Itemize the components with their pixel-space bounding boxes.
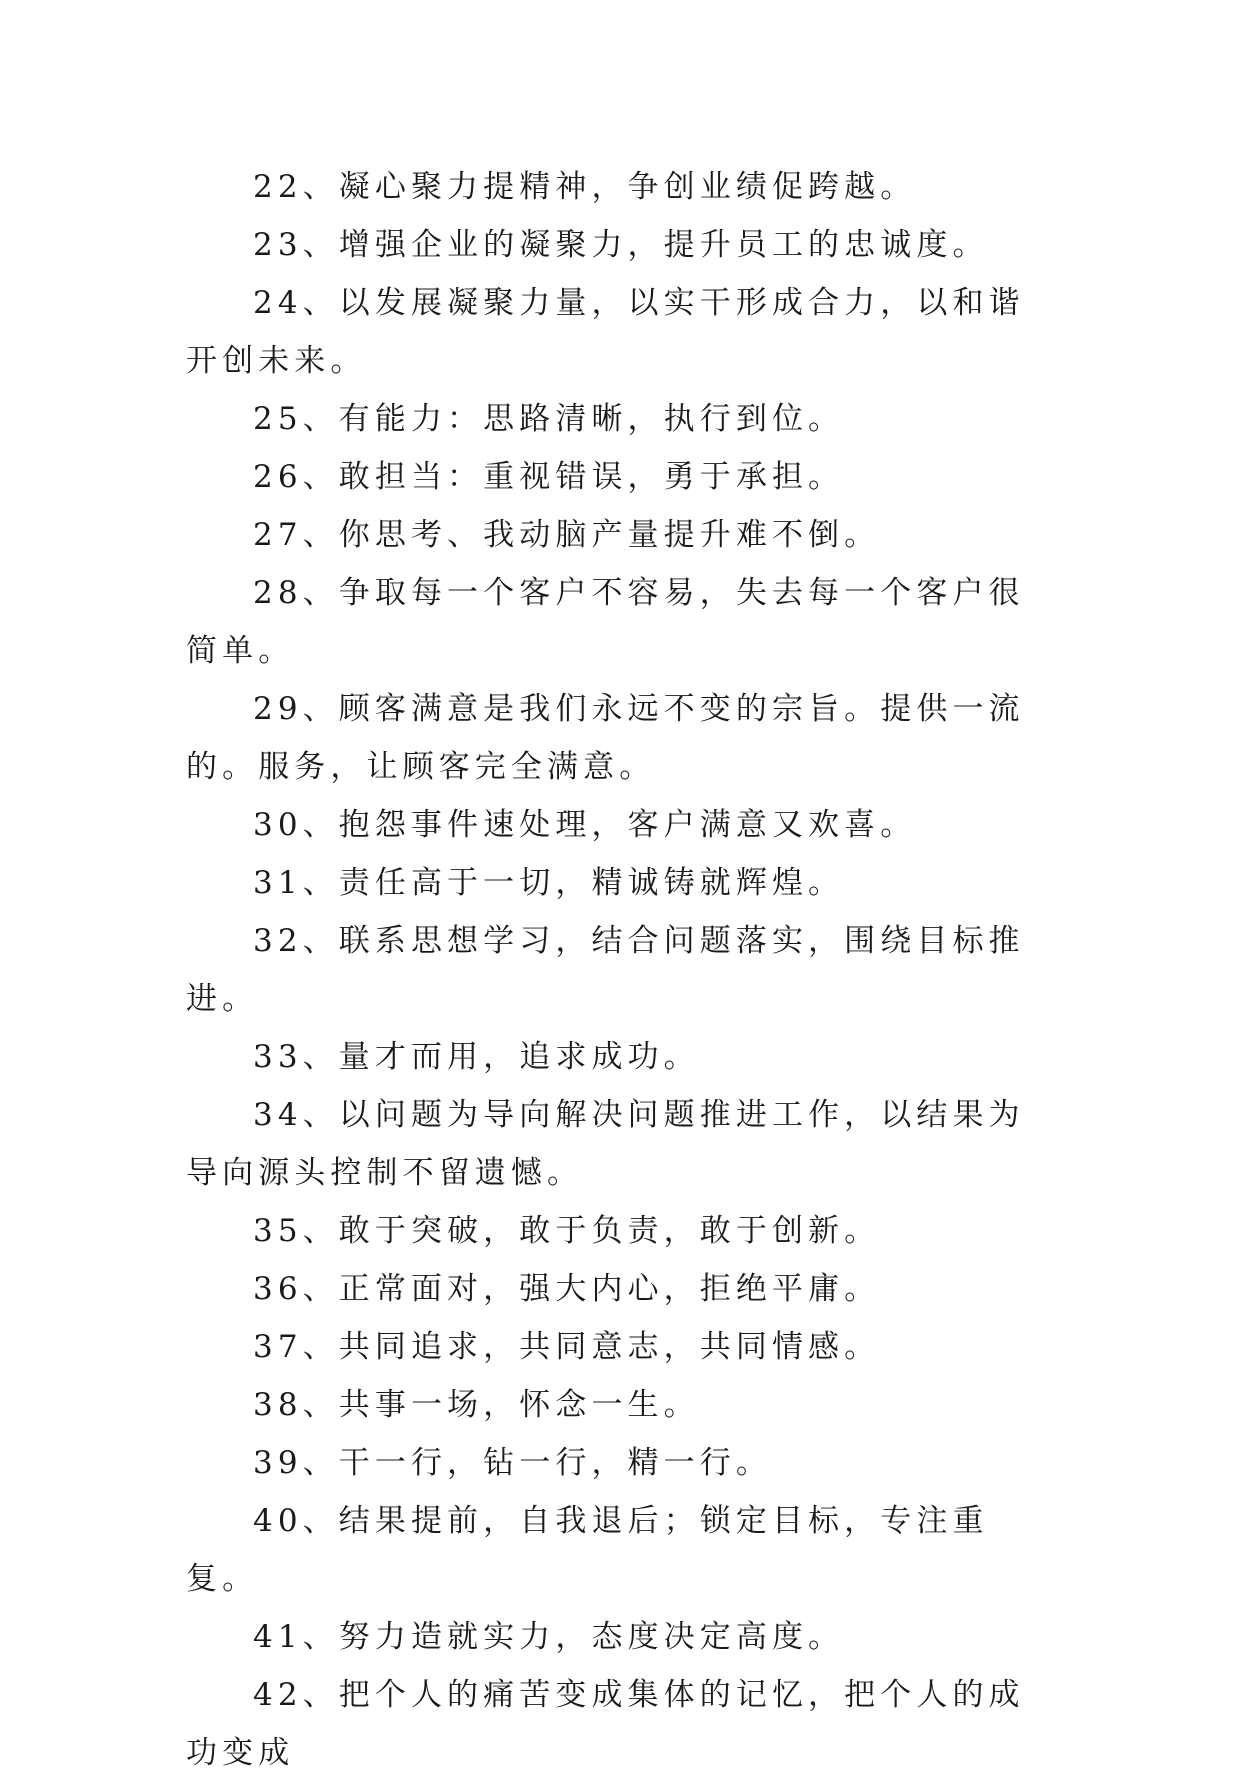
- paragraph-28: 28、争取每一个客户不容易，失去每一个客户很简单。: [186, 575, 1025, 669]
- paragraph-34: 34、以问题为导向解决问题推进工作，以结果为导向源头控制不留遗憾。: [186, 1097, 1025, 1191]
- paragraph-26: 26、敢担当：重视错误，勇于承担。: [253, 459, 845, 495]
- paragraph-24: 24、以发展凝聚力量，以实干形成合力，以和谐开创未来。: [186, 285, 1025, 379]
- paragraph-37: 37、共同追求，共同意志，共同情感。: [253, 1329, 881, 1365]
- paragraph-25: 25、有能力：思路清晰，执行到位。: [253, 401, 845, 437]
- paragraph-38: 38、共事一场，怀念一生。: [253, 1387, 700, 1423]
- paragraph-31: 31、责任高于一切，精诚铸就辉煌。: [253, 865, 845, 901]
- paragraph-23: 23、增强企业的凝聚力，提升员工的忠诚度。: [253, 227, 989, 263]
- document-body: [186, 158, 1056, 1782]
- paragraph-27: 27、你思考、我动脑产量提升难不倒。: [253, 517, 881, 553]
- paragraph-29: 29、顾客满意是我们永远不变的宗旨。提供一流的。服务，让顾客完全满意。: [186, 691, 1025, 785]
- paragraph-33: 33、量才而用，追求成功。: [253, 1039, 700, 1075]
- paragraph-39: 39、干一行，钻一行，精一行。: [253, 1445, 772, 1481]
- paragraph-42: 42、把个人的痛苦变成集体的记忆，把个人的成功变成: [186, 1677, 1025, 1771]
- paragraph-32: 32、联系思想学习，结合问题落实，围绕目标推进。: [186, 923, 1025, 1017]
- paragraph-35: 35、敢于突破，敢于负责，敢于创新。: [253, 1213, 881, 1249]
- paragraph-40: 40、结果提前，自我退后；锁定目标，专注重复。: [186, 1503, 989, 1597]
- paragraph-22: 22、凝心聚力提精神，争创业绩促跨越。: [253, 169, 917, 205]
- paragraph-36: 36、正常面对，强大内心，拒绝平庸。: [253, 1271, 881, 1307]
- paragraph-30: 30、抱怨事件速处理，客户满意又欢喜。: [253, 807, 917, 843]
- paragraph-41: 41、努力造就实力，态度决定高度。: [253, 1619, 845, 1655]
